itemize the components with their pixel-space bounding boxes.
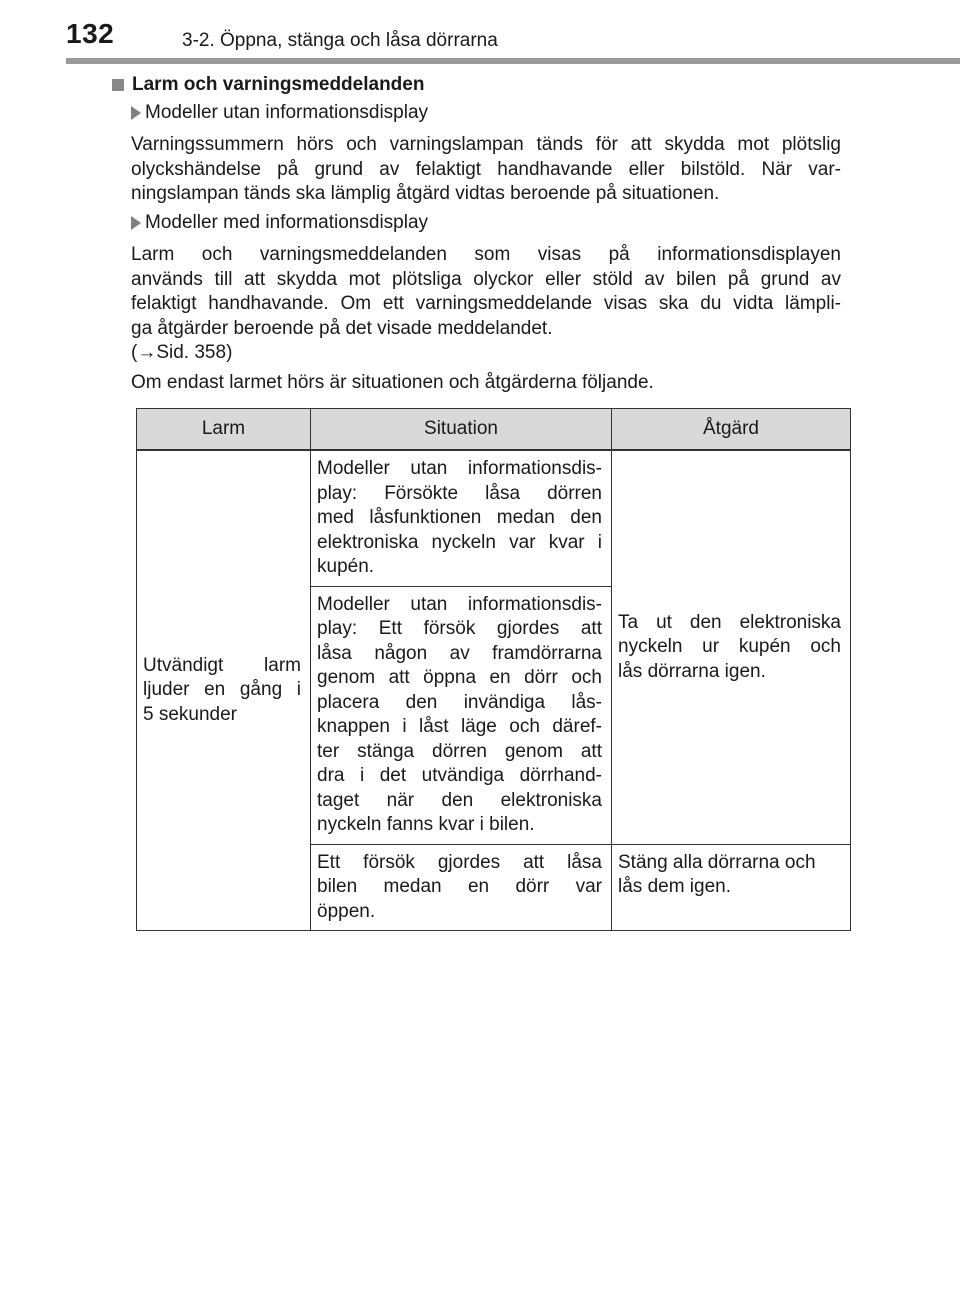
cell-line: nyckeln fanns kvar i bilen. — [317, 814, 535, 835]
situation-cell — [311, 450, 612, 586]
table-header-row — [137, 409, 851, 451]
table-header-cell: Situation — [311, 409, 612, 451]
alarm-table — [136, 408, 851, 931]
paragraph-without-display — [131, 133, 841, 207]
action-cell — [612, 844, 851, 931]
cell-line: kupén. — [317, 556, 375, 577]
cell-line: med låsfunktionen medan den — [317, 507, 602, 528]
paragraph-line: olyckshändelse på grund av felaktigt handhavande eller bilstöld. När var- — [131, 158, 841, 180]
paragraph-line: ningslampan tänds ska lämplig åtgärd vidtas beroende på situationen. — [131, 183, 720, 204]
cell-line: genom att öppna en dörr och — [317, 667, 602, 688]
paragraph-line: Varningssummern hörs och varningslampan tänds för att skydda mot plötslig — [131, 134, 841, 155]
situation-cell — [311, 586, 612, 844]
paragraph-line: används till att skydda mot plötsliga olyckor eller stöld av bilen på grund av — [131, 268, 841, 290]
table-row — [137, 450, 851, 586]
alarm-cell — [137, 450, 311, 931]
paragraph-line: Om endast larmet hörs är situationen och åtgärderna följande. — [131, 372, 654, 393]
subheading-with-display — [131, 212, 428, 234]
chapter-title: 3-2. Öppna, stänga och låsa dörrarna — [182, 30, 498, 51]
section-heading — [112, 74, 424, 96]
cell-line: play: Ett försök gjordes att — [317, 618, 602, 639]
square-bullet-icon — [112, 79, 124, 91]
paragraph-alarm-intro — [131, 371, 841, 396]
paragraph-line: felaktigt handhavande. Om ett varningsmeddelande visas ska du vidta lämpli- — [131, 293, 841, 314]
page-reference[interactable]: (→Sid. 358) — [131, 342, 233, 363]
paragraph-with-display — [131, 243, 841, 366]
cell-line: ter stänga dörren genom att — [317, 740, 602, 762]
cell-line: bilen medan en dörr var — [317, 876, 602, 897]
table-header-cell: Åtgärd — [612, 409, 851, 451]
triangle-bullet-icon — [131, 106, 141, 120]
header-rule — [66, 58, 960, 64]
subheading-without-display — [131, 102, 428, 124]
cell-line: placera den invändiga lås- — [317, 691, 602, 713]
page-number: 132 — [66, 18, 115, 49]
cell-line: Utvändigt larm — [143, 654, 301, 676]
page-reference-text: Sid. 358 — [156, 342, 227, 363]
cell-line: lås dörrarna igen. — [618, 660, 766, 682]
paragraph-line: Larm och varningsmeddelanden som visas på informationsdisplayen — [131, 244, 841, 265]
cell-line: 5 sekunder — [143, 703, 238, 725]
situation-cell — [311, 844, 612, 931]
cell-line: elektroniska nyckeln var kvar i — [317, 531, 602, 553]
subheading-text: Modeller utan informationsdisplay — [145, 102, 429, 123]
cell-line: play: Försökte låsa dörren — [317, 482, 602, 504]
section-heading-text: Larm och varningsmeddelanden — [132, 74, 425, 95]
cell-line: Ta ut den elektroniska — [618, 611, 841, 633]
cell-line: knappen i låst läge och däref- — [317, 716, 602, 737]
triangle-bullet-icon — [131, 216, 141, 230]
cell-line: låsa någon av framdörrarna — [317, 642, 602, 664]
arrow-icon: → — [137, 342, 157, 363]
cell-line: Modeller utan informationsdis- — [317, 593, 602, 615]
cell-line: dra i det utvändiga dörrhand- — [317, 765, 602, 786]
cell-line: lås dem igen. — [618, 876, 732, 897]
cell-line: Modeller utan informationsdis- — [317, 458, 602, 479]
subheading-text: Modeller med informationsdisplay — [145, 212, 429, 233]
action-cell — [612, 450, 851, 844]
cell-line: öppen. — [317, 900, 376, 922]
table-header-cell: Larm — [137, 409, 311, 451]
cell-line: taget när den elektroniska — [317, 789, 602, 811]
cell-line: Ett försök gjordes att låsa — [317, 851, 602, 873]
cell-line: ljuder en gång i — [143, 679, 301, 701]
cell-line: nyckeln ur kupén och — [618, 636, 841, 657]
cell-line: Stäng alla dörrarna och — [618, 851, 816, 873]
paragraph-line: ga åtgärder beroende på det visade meddelandet. — [131, 317, 553, 339]
